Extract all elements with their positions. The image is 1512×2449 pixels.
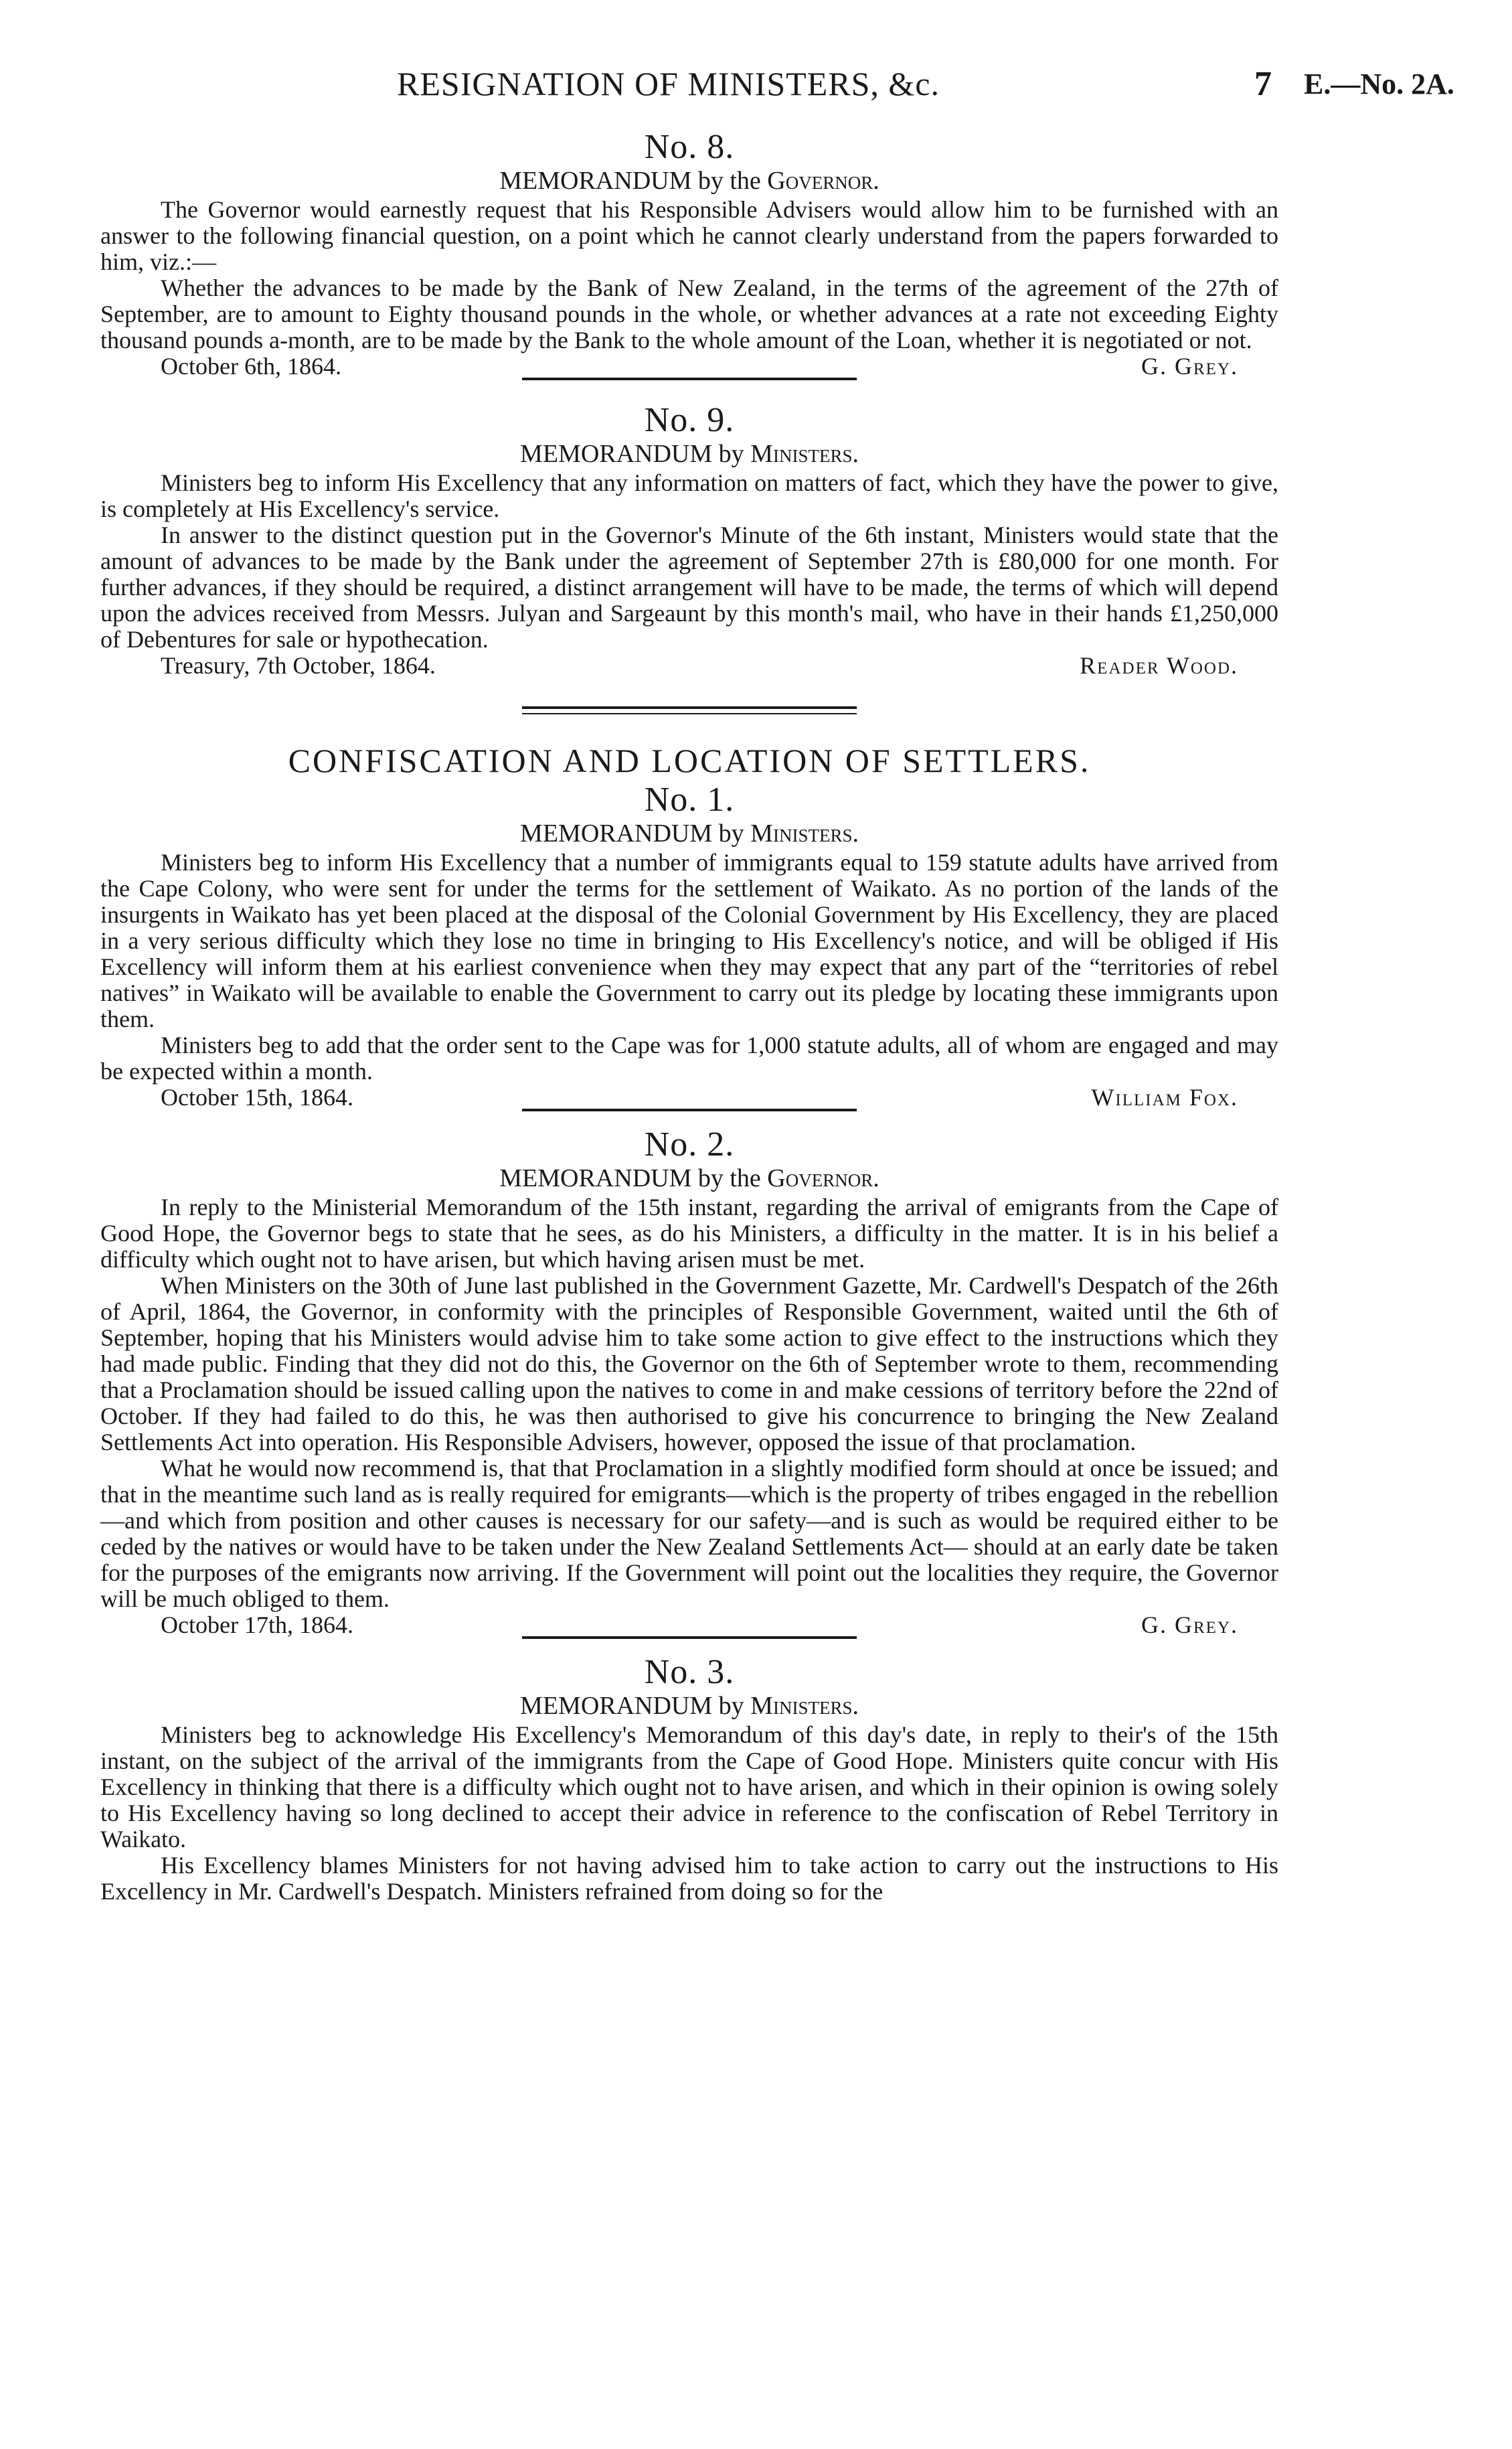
- memo-author: Ministers.: [750, 440, 859, 468]
- divider: [522, 378, 857, 380]
- memo-date: Treasury, 7th October, 1864.: [161, 652, 436, 679]
- signature-line: [100, 653, 1278, 680]
- memo-number: No. 1.: [644, 781, 735, 819]
- divider: [522, 1109, 857, 1111]
- memo-no9: [100, 400, 1278, 680]
- paragraph: Whether the advances to be made by the Bank of New Zealand, in the terms of the agreement of the 27th of September, are to amount to Eighty thousand pounds in the whole, or whether advances at a rate not exceeding Eighty thousand pounds a-month, are to be made by the Bank to the whole amount of the Loan, whether it is negotiated or not.: [100, 274, 1278, 353]
- memo-prefix: MEMORANDUM by the: [499, 1164, 761, 1192]
- signature-line: [100, 1612, 1278, 1639]
- memo-no8: [100, 127, 1278, 380]
- memo-prefix: MEMORANDUM by the: [499, 167, 761, 195]
- paragraph: Ministers beg to inform His Excellency that a number of immigrants equal to 159 statute adults have arrived from the Cape Colony, who were sent for under the terms for the settlement of Waikato. As no portion of the lands of the insurgents in Waikato has yet been placed at the disposal of the Colonial Government by His Excellency, they are placed in a very serious difficulty which they lose no time in bringing to His Excellency's notice, and will be obliged if His Excellency will inform them at his earliest convenience when they may expect that any part of the “territories of rebel natives” in Waikato will be available to enable the Government to carry out its pledge by locating these immigrants upon them.: [100, 849, 1278, 1032]
- memo-heading: [100, 820, 1278, 847]
- memo-confiscation-no2: [100, 1125, 1278, 1639]
- memo-prefix: MEMORANDUM by: [520, 440, 744, 468]
- memo-number: No. 9.: [644, 401, 735, 439]
- paragraph: Ministers beg to inform His Excellency that any information on matters of fact, which they have the power to give, is completely at His Excellency's service.: [100, 469, 1278, 522]
- page-body: [100, 127, 1278, 1905]
- memo-heading: [100, 1692, 1278, 1719]
- paragraph: In answer to the distinct question put in the Governor's Minute of the 6th instant, Ministers would state that the amount of advances to be made by the Bank under the agreement of September 27th is £80,000 for one month. For further advances, if they should be required, a distinct arrangement will have to be made, the terms of which will depend upon the advices received from Messrs. Julyan and Sargeaunt by this month's mail, who have in their hands £1,250,000 of Debentures for sale or hypothecation.: [100, 522, 1278, 653]
- memo-date: October 17th, 1864.: [161, 1611, 353, 1638]
- memo-date: October 6th, 1864.: [161, 353, 341, 380]
- memo-author: Governor.: [767, 1164, 879, 1192]
- memo-prefix: MEMORANDUM by: [520, 819, 744, 848]
- memo-signer: G. Grey.: [1141, 1611, 1238, 1638]
- paragraph: What he would now recommend is, that that Proclamation in a slightly modified form should at once be issued; and that in the meantime such land as is really required for emigrants—which is the property of tribes engaged in the rebellion—and which from position and other causes is necessary for our safety—and is such as would be required either to be ceded by the natives or would have to be taken under the New Zealand Settlements Act— should at an early date be taken for the purposes of the emigrants now arriving. If the Government will point out the localities they require, the Governor will be much obliged to them.: [100, 1455, 1278, 1612]
- paragraph: In reply to the Ministerial Memorandum of the 15th instant, regarding the arrival of emigrants from the Cape of Good Hope, the Governor begs to state that he sees, as do his Ministers, a difficulty in the matter. It is in his belief a difficulty which ought not to have arisen, but which having arisen must be met.: [100, 1194, 1278, 1273]
- memo-confiscation-no3: [100, 1652, 1278, 1905]
- page-number: 7: [1254, 65, 1272, 103]
- memo-number: No. 8.: [644, 128, 735, 166]
- paragraph: Ministers beg to add that the order sent to the Cape was for 1,000 statute adults, all of whom are engaged and may be expected within a month.: [100, 1032, 1278, 1085]
- memo-signer: William Fox.: [1091, 1084, 1238, 1111]
- memo-heading: [100, 441, 1278, 467]
- page-header: [0, 64, 1512, 118]
- section-title: CONFISCATION AND LOCATION OF SETTLERS.: [288, 742, 1091, 779]
- memo-number: No. 3.: [644, 1653, 735, 1691]
- paragraph: When Ministers on the 30th of June last published in the Government Gazette, Mr. Cardwell's Despatch of the 26th of April, 1864, the Governor, in conformity with the principles of Responsible Government, waited until the 6th of September, hoping that his Ministers would advise him to take some action to give effect to the instructions which they had made public. Finding that they did not do this, the Governor on the 6th of September wrote to them, recommending that a Proclamation should be issued calling upon the natives to come in and make cessions of territory before the 22nd of October. If they had failed to do this, he was then authorised to give his concurrence to bringing the New Zealand Settlements Act into operation. His Responsible Advisers, however, opposed the issue of that proclamation.: [100, 1272, 1278, 1455]
- memo-author: Ministers.: [750, 819, 859, 848]
- paragraph: Ministers beg to acknowledge His Excellency's Memorandum of this day's date, in reply to their's of the 15th instant, on the subject of the arrival of the immigrants from the Cape of Good Hope. Ministers quite concur with His Excellency in thinking that there is a difficulty which ought not to have arisen, and which in their opinion is owing solely to His Excellency having so long declined to accept their advice in reference to the confiscation of Rebel Territory in Waikato.: [100, 1721, 1278, 1852]
- memo-author: Governor.: [767, 167, 879, 195]
- memo-author: Ministers.: [750, 1692, 859, 1720]
- section-divider: [522, 706, 857, 714]
- memo-heading: [100, 167, 1278, 194]
- memo-heading: [100, 1165, 1278, 1192]
- memo-date: October 15th, 1864.: [161, 1084, 353, 1111]
- signature-line: [100, 1085, 1278, 1111]
- memo-confiscation-no1: [100, 780, 1278, 1111]
- memo-signer: G. Grey.: [1141, 353, 1238, 380]
- memo-number: No. 2.: [644, 1125, 735, 1164]
- document-reference: E.—No. 2A.: [1304, 68, 1454, 100]
- memo-signer: Reader Wood.: [1080, 652, 1238, 679]
- paragraph: The Governor would earnestly request that his Responsible Advisers would allow him to be furnished with an answer to the following financial question, on a point which he cannot clearly understand from the papers forwarded to him, viz.:—: [100, 196, 1278, 275]
- memo-prefix: MEMORANDUM by: [520, 1692, 744, 1720]
- signature-line: [100, 353, 1278, 380]
- paragraph: His Excellency blames Ministers for not having advised him to take action to carry out the instructions to His Excellency in Mr. Cardwell's Despatch. Ministers refrained from doing so for the: [100, 1852, 1278, 1905]
- running-title: RESIGNATION OF MINISTERS, &c.: [397, 65, 940, 102]
- divider: [522, 1636, 857, 1639]
